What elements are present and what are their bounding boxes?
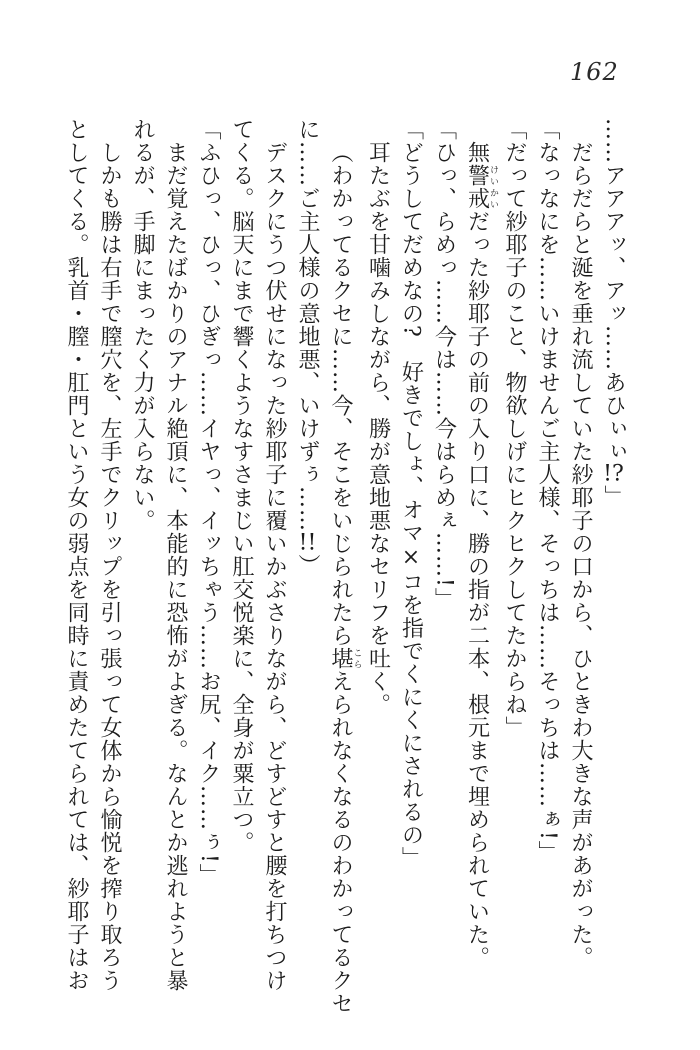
text-line-10: に……ご主人様の意地悪、いけずぅ……!!） [295,118,320,577]
tatechuyoko: !! [298,532,317,554]
text-line-12: てくる。脳天にまで響くようなすさまじい肛交悦楽に、全身が粟立つ。 [229,118,254,854]
page-number: 162 [570,58,619,86]
text-line-2: だらだらと涎を垂れ流していた紗耶子の口から、ひときわ大きな声があがった。 [568,141,593,969]
text-line-6: 「ひっ、らめっ……今は……今はらめぇ……!」 [431,118,457,611]
text-line-4: 「だって紗耶子のこと、物欲しげにヒクヒクしてたからね」 [502,118,527,739]
text-line-1: ……アアアッ、アッ……あひぃぃ!?」 [601,118,626,508]
text-line-7: 「どうしてだめなの? 好きでしょ、オマ×コを指でくにくにされるの」 [398,118,424,870]
text-line-17: としてくる。乳首・膣・肛門という女の弱点を同時に責めたてられては、紗耶子はお [64,118,89,992]
text-line-16: しかも勝は右手で膣穴を、左手でクリップを引っ張って女体から愉悦を搾り取ろう [97,141,122,992]
text-line-15: れるが、手脚にまったく力が入らない。 [130,118,155,532]
text-line-5: 無警戒けいかいだった紗耶子の前の入り口に、勝の指が二本、根元まで埋められていた。 [464,141,498,969]
text-block [64,118,630,1015]
text-line-11: デスクにうつ伏せになった紗耶子に覆いかぶさりながら、どすどすと腰を打ちつけ [262,141,287,992]
text-line-13: 「ふひっ、ひっ、ひぎっ……イヤっ、イッちゃう……お尻、イク……ぅ!」 [196,118,221,887]
text-line-9: （わかってるクセに……今、そこをいじられたら堪こらえられなくなるのわかってるクセ [328,141,362,1015]
text-line-14: まだ覚えたばかりのアナル絶頂に、本能的に恐怖がよぎる。なんとか逃れようと暴 [163,141,188,992]
text-line-3: 「なっなにを……いけませんご主人様、そっちは……そっちは……ぁ!」 [535,118,560,864]
tatechuyoko: !? [603,463,624,485]
text-line-8: 耳たぶを甘噛みしながら、勝が意地悪なセリフを吐く。 [365,141,391,716]
